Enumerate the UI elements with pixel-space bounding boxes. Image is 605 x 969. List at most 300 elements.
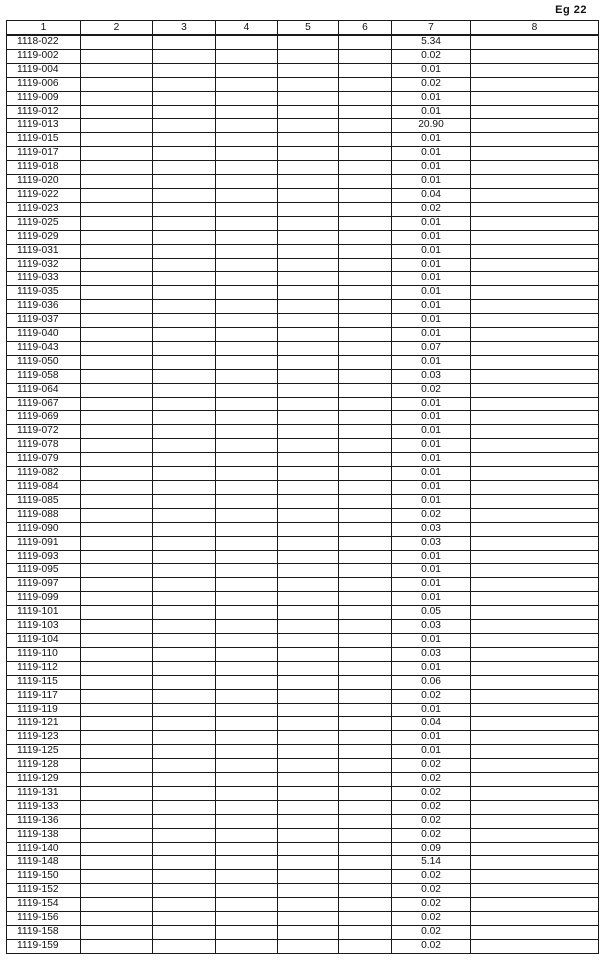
cell-empty-col-3 xyxy=(153,341,216,355)
cell-empty-col-3 xyxy=(153,647,216,661)
table-row xyxy=(7,202,599,216)
cell-empty-col-3 xyxy=(153,620,216,634)
cell-empty-col-4 xyxy=(216,202,278,216)
cell-empty-col-5 xyxy=(278,411,339,425)
cell-empty-col-6 xyxy=(339,578,392,592)
table-row xyxy=(7,453,599,467)
cell-empty-col-4 xyxy=(216,842,278,856)
cell-empty-col-8 xyxy=(471,633,599,647)
cell-empty-col-4 xyxy=(216,884,278,898)
cell-empty-col-5 xyxy=(278,77,339,91)
cell-code: 1119-058 xyxy=(7,369,81,383)
cell-empty-col-2 xyxy=(81,536,153,550)
cell-empty-col-2 xyxy=(81,717,153,731)
table-row xyxy=(7,661,599,675)
cell-empty-col-4 xyxy=(216,397,278,411)
column-header-7: 7 xyxy=(392,21,471,36)
table-row xyxy=(7,216,599,230)
cell-value: 0.02 xyxy=(392,773,471,787)
cell-empty-col-3 xyxy=(153,411,216,425)
cell-value: 0.04 xyxy=(392,188,471,202)
cell-empty-col-8 xyxy=(471,842,599,856)
cell-empty-col-2 xyxy=(81,300,153,314)
cell-empty-col-2 xyxy=(81,481,153,495)
cell-empty-col-8 xyxy=(471,578,599,592)
cell-empty-col-5 xyxy=(278,814,339,828)
cell-empty-col-6 xyxy=(339,592,392,606)
cell-value: 0.01 xyxy=(392,244,471,258)
cell-empty-col-6 xyxy=(339,425,392,439)
cell-empty-col-5 xyxy=(278,481,339,495)
cell-empty-col-8 xyxy=(471,926,599,940)
cell-empty-col-2 xyxy=(81,314,153,328)
cell-empty-col-5 xyxy=(278,63,339,77)
cell-empty-col-4 xyxy=(216,314,278,328)
cell-empty-col-4 xyxy=(216,898,278,912)
cell-code: 1119-036 xyxy=(7,300,81,314)
header-row xyxy=(7,21,599,36)
cell-empty-col-5 xyxy=(278,870,339,884)
cell-empty-col-2 xyxy=(81,49,153,63)
cell-empty-col-4 xyxy=(216,63,278,77)
cell-empty-col-3 xyxy=(153,633,216,647)
cell-empty-col-4 xyxy=(216,355,278,369)
cell-empty-col-5 xyxy=(278,369,339,383)
cell-empty-col-8 xyxy=(471,467,599,481)
cell-empty-col-2 xyxy=(81,439,153,453)
cell-empty-col-6 xyxy=(339,355,392,369)
cell-code: 1119-082 xyxy=(7,467,81,481)
cell-empty-col-4 xyxy=(216,606,278,620)
cell-code: 1119-013 xyxy=(7,119,81,133)
cell-empty-col-5 xyxy=(278,898,339,912)
cell-empty-col-8 xyxy=(471,147,599,161)
cell-empty-col-6 xyxy=(339,341,392,355)
cell-empty-col-4 xyxy=(216,341,278,355)
cell-empty-col-6 xyxy=(339,606,392,620)
table-row xyxy=(7,411,599,425)
cell-value: 0.04 xyxy=(392,717,471,731)
table-row xyxy=(7,258,599,272)
cell-empty-col-4 xyxy=(216,689,278,703)
cell-empty-col-6 xyxy=(339,647,392,661)
cell-empty-col-5 xyxy=(278,328,339,342)
cell-empty-col-8 xyxy=(471,258,599,272)
cell-empty-col-8 xyxy=(471,133,599,147)
cell-empty-col-4 xyxy=(216,536,278,550)
cell-empty-col-3 xyxy=(153,870,216,884)
cell-empty-col-3 xyxy=(153,258,216,272)
cell-empty-col-6 xyxy=(339,383,392,397)
cell-empty-col-8 xyxy=(471,759,599,773)
cell-code: 1119-128 xyxy=(7,759,81,773)
cell-empty-col-3 xyxy=(153,800,216,814)
cell-empty-col-4 xyxy=(216,564,278,578)
cell-empty-col-5 xyxy=(278,508,339,522)
cell-empty-col-3 xyxy=(153,494,216,508)
cell-empty-col-4 xyxy=(216,759,278,773)
cell-empty-col-6 xyxy=(339,244,392,258)
cell-empty-col-3 xyxy=(153,161,216,175)
table-row xyxy=(7,703,599,717)
cell-empty-col-6 xyxy=(339,328,392,342)
cell-empty-col-8 xyxy=(471,494,599,508)
cell-empty-col-5 xyxy=(278,689,339,703)
cell-code: 1119-159 xyxy=(7,939,81,953)
cell-code: 1119-023 xyxy=(7,202,81,216)
table-row xyxy=(7,759,599,773)
cell-empty-col-3 xyxy=(153,689,216,703)
cell-empty-col-8 xyxy=(471,939,599,953)
cell-code: 1119-043 xyxy=(7,341,81,355)
cell-empty-col-8 xyxy=(471,536,599,550)
table-row xyxy=(7,856,599,870)
cell-empty-col-3 xyxy=(153,119,216,133)
cell-empty-col-6 xyxy=(339,620,392,634)
table-row xyxy=(7,870,599,884)
cell-empty-col-6 xyxy=(339,703,392,717)
cell-empty-col-4 xyxy=(216,939,278,953)
cell-empty-col-5 xyxy=(278,745,339,759)
cell-empty-col-6 xyxy=(339,216,392,230)
cell-empty-col-3 xyxy=(153,884,216,898)
cell-empty-col-2 xyxy=(81,328,153,342)
cell-empty-col-2 xyxy=(81,286,153,300)
cell-empty-col-5 xyxy=(278,703,339,717)
table-row xyxy=(7,633,599,647)
cell-empty-col-4 xyxy=(216,703,278,717)
cell-empty-col-5 xyxy=(278,439,339,453)
cell-value: 0.01 xyxy=(392,439,471,453)
cell-empty-col-3 xyxy=(153,49,216,63)
cell-empty-col-2 xyxy=(81,397,153,411)
cell-empty-col-5 xyxy=(278,35,339,49)
cell-empty-col-3 xyxy=(153,35,216,49)
table-row xyxy=(7,522,599,536)
cell-empty-col-8 xyxy=(471,49,599,63)
cell-code: 1119-129 xyxy=(7,773,81,787)
cell-empty-col-4 xyxy=(216,508,278,522)
cell-empty-col-2 xyxy=(81,898,153,912)
cell-value: 0.02 xyxy=(392,884,471,898)
cell-empty-col-5 xyxy=(278,300,339,314)
cell-empty-col-2 xyxy=(81,63,153,77)
cell-empty-col-8 xyxy=(471,91,599,105)
cell-empty-col-3 xyxy=(153,105,216,119)
cell-empty-col-5 xyxy=(278,314,339,328)
cell-empty-col-5 xyxy=(278,661,339,675)
column-header-3: 3 xyxy=(153,21,216,36)
cell-value: 0.01 xyxy=(392,300,471,314)
cell-code: 1119-084 xyxy=(7,481,81,495)
cell-code: 1119-093 xyxy=(7,550,81,564)
cell-value: 5.14 xyxy=(392,856,471,870)
table-row xyxy=(7,105,599,119)
cell-empty-col-2 xyxy=(81,494,153,508)
cell-empty-col-5 xyxy=(278,244,339,258)
table-row xyxy=(7,912,599,926)
table-row xyxy=(7,842,599,856)
cell-empty-col-8 xyxy=(471,314,599,328)
cell-value: 20.90 xyxy=(392,119,471,133)
cell-empty-col-4 xyxy=(216,494,278,508)
cell-empty-col-3 xyxy=(153,856,216,870)
cell-empty-col-5 xyxy=(278,272,339,286)
cell-empty-col-5 xyxy=(278,119,339,133)
cell-empty-col-8 xyxy=(471,63,599,77)
cell-empty-col-4 xyxy=(216,828,278,842)
cell-empty-col-8 xyxy=(471,731,599,745)
cell-code: 1119-088 xyxy=(7,508,81,522)
cell-empty-col-6 xyxy=(339,814,392,828)
cell-empty-col-2 xyxy=(81,884,153,898)
cell-code: 1119-085 xyxy=(7,494,81,508)
cell-empty-col-6 xyxy=(339,161,392,175)
table-row xyxy=(7,536,599,550)
cell-empty-col-6 xyxy=(339,63,392,77)
cell-empty-col-6 xyxy=(339,731,392,745)
cell-empty-col-2 xyxy=(81,606,153,620)
cell-empty-col-2 xyxy=(81,119,153,133)
cell-value: 0.02 xyxy=(392,786,471,800)
cell-empty-col-2 xyxy=(81,425,153,439)
cell-empty-col-4 xyxy=(216,300,278,314)
cell-empty-col-6 xyxy=(339,314,392,328)
cell-empty-col-5 xyxy=(278,175,339,189)
cell-value: 0.01 xyxy=(392,272,471,286)
cell-value: 0.01 xyxy=(392,578,471,592)
cell-empty-col-3 xyxy=(153,536,216,550)
cell-code: 1119-004 xyxy=(7,63,81,77)
cell-empty-col-4 xyxy=(216,411,278,425)
cell-code: 1119-029 xyxy=(7,230,81,244)
cell-empty-col-3 xyxy=(153,828,216,842)
table-row xyxy=(7,731,599,745)
cell-empty-col-3 xyxy=(153,898,216,912)
cell-empty-col-4 xyxy=(216,258,278,272)
cell-value: 0.01 xyxy=(392,258,471,272)
table-row xyxy=(7,647,599,661)
cell-empty-col-4 xyxy=(216,230,278,244)
cell-empty-col-2 xyxy=(81,453,153,467)
cell-empty-col-2 xyxy=(81,522,153,536)
cell-empty-col-4 xyxy=(216,175,278,189)
cell-empty-col-5 xyxy=(278,147,339,161)
cell-empty-col-6 xyxy=(339,230,392,244)
cell-empty-col-6 xyxy=(339,91,392,105)
cell-value: 0.01 xyxy=(392,133,471,147)
cell-empty-col-2 xyxy=(81,814,153,828)
cell-empty-col-4 xyxy=(216,133,278,147)
cell-value: 0.03 xyxy=(392,369,471,383)
cell-empty-col-2 xyxy=(81,661,153,675)
cell-empty-col-2 xyxy=(81,383,153,397)
table-row xyxy=(7,675,599,689)
cell-empty-col-2 xyxy=(81,258,153,272)
cell-empty-col-5 xyxy=(278,355,339,369)
cell-value: 0.09 xyxy=(392,842,471,856)
table-row xyxy=(7,63,599,77)
cell-empty-col-6 xyxy=(339,77,392,91)
cell-empty-col-6 xyxy=(339,49,392,63)
cell-value: 0.01 xyxy=(392,425,471,439)
cell-empty-col-4 xyxy=(216,49,278,63)
cell-empty-col-3 xyxy=(153,675,216,689)
cell-empty-col-8 xyxy=(471,717,599,731)
cell-empty-col-8 xyxy=(471,703,599,717)
cell-value: 0.02 xyxy=(392,870,471,884)
cell-empty-col-2 xyxy=(81,105,153,119)
cell-empty-col-4 xyxy=(216,620,278,634)
cell-empty-col-8 xyxy=(471,300,599,314)
cell-code: 1119-104 xyxy=(7,633,81,647)
cell-code: 1119-090 xyxy=(7,522,81,536)
table-row xyxy=(7,77,599,91)
cell-empty-col-8 xyxy=(471,870,599,884)
column-header-8: 8 xyxy=(471,21,599,36)
cell-empty-col-5 xyxy=(278,620,339,634)
cell-empty-col-5 xyxy=(278,397,339,411)
cell-empty-col-4 xyxy=(216,383,278,397)
cell-empty-col-3 xyxy=(153,272,216,286)
cell-empty-col-4 xyxy=(216,745,278,759)
cell-empty-col-5 xyxy=(278,926,339,940)
cell-empty-col-4 xyxy=(216,286,278,300)
cell-empty-col-8 xyxy=(471,661,599,675)
cell-empty-col-3 xyxy=(153,661,216,675)
cell-empty-col-4 xyxy=(216,119,278,133)
cell-empty-col-8 xyxy=(471,119,599,133)
cell-empty-col-6 xyxy=(339,689,392,703)
cell-empty-col-6 xyxy=(339,369,392,383)
cell-empty-col-4 xyxy=(216,369,278,383)
cell-empty-col-3 xyxy=(153,175,216,189)
cell-empty-col-6 xyxy=(339,745,392,759)
table-row xyxy=(7,119,599,133)
cell-empty-col-4 xyxy=(216,592,278,606)
cell-value: 0.01 xyxy=(392,328,471,342)
cell-value: 0.01 xyxy=(392,467,471,481)
cell-code: 1119-050 xyxy=(7,355,81,369)
table-row xyxy=(7,314,599,328)
cell-empty-col-3 xyxy=(153,328,216,342)
cell-code: 1119-020 xyxy=(7,175,81,189)
cell-empty-col-3 xyxy=(153,578,216,592)
cell-code: 1119-133 xyxy=(7,800,81,814)
cell-empty-col-5 xyxy=(278,647,339,661)
table-row xyxy=(7,49,599,63)
cell-empty-col-5 xyxy=(278,161,339,175)
cell-empty-col-5 xyxy=(278,884,339,898)
table-row xyxy=(7,300,599,314)
cell-empty-col-8 xyxy=(471,828,599,842)
cell-empty-col-2 xyxy=(81,759,153,773)
cell-code: 1119-131 xyxy=(7,786,81,800)
cell-empty-col-2 xyxy=(81,703,153,717)
cell-empty-col-3 xyxy=(153,216,216,230)
cell-code: 1119-035 xyxy=(7,286,81,300)
cell-empty-col-3 xyxy=(153,731,216,745)
cell-empty-col-6 xyxy=(339,188,392,202)
cell-empty-col-4 xyxy=(216,35,278,49)
table-row xyxy=(7,175,599,189)
cell-empty-col-8 xyxy=(471,230,599,244)
cell-empty-col-2 xyxy=(81,912,153,926)
cell-empty-col-3 xyxy=(153,745,216,759)
cell-empty-col-3 xyxy=(153,564,216,578)
cell-empty-col-3 xyxy=(153,91,216,105)
cell-empty-col-4 xyxy=(216,481,278,495)
cell-code: 1119-103 xyxy=(7,620,81,634)
cell-empty-col-6 xyxy=(339,828,392,842)
cell-code: 1119-069 xyxy=(7,411,81,425)
cell-empty-col-5 xyxy=(278,592,339,606)
cell-empty-col-8 xyxy=(471,786,599,800)
cell-code: 1119-031 xyxy=(7,244,81,258)
cell-value: 0.01 xyxy=(392,661,471,675)
cell-empty-col-6 xyxy=(339,467,392,481)
cell-value: 0.01 xyxy=(392,564,471,578)
cell-value: 0.02 xyxy=(392,508,471,522)
cell-empty-col-3 xyxy=(153,133,216,147)
cell-code: 1119-125 xyxy=(7,745,81,759)
cell-code: 1119-009 xyxy=(7,91,81,105)
cell-value: 0.01 xyxy=(392,745,471,759)
cell-code: 1119-110 xyxy=(7,647,81,661)
cell-empty-col-5 xyxy=(278,494,339,508)
cell-empty-col-6 xyxy=(339,272,392,286)
table-row xyxy=(7,35,599,49)
cell-empty-col-6 xyxy=(339,286,392,300)
cell-empty-col-2 xyxy=(81,77,153,91)
cell-empty-col-6 xyxy=(339,912,392,926)
cell-empty-col-6 xyxy=(339,926,392,940)
cell-empty-col-2 xyxy=(81,842,153,856)
cell-empty-col-8 xyxy=(471,286,599,300)
table-row xyxy=(7,272,599,286)
cell-code: 1119-006 xyxy=(7,77,81,91)
cell-empty-col-2 xyxy=(81,689,153,703)
cell-empty-col-8 xyxy=(471,369,599,383)
cell-empty-col-2 xyxy=(81,230,153,244)
cell-code: 1119-091 xyxy=(7,536,81,550)
cell-empty-col-8 xyxy=(471,522,599,536)
cell-value: 0.01 xyxy=(392,633,471,647)
cell-empty-col-5 xyxy=(278,230,339,244)
cell-empty-col-3 xyxy=(153,202,216,216)
cell-code: 1119-040 xyxy=(7,328,81,342)
cell-empty-col-6 xyxy=(339,481,392,495)
cell-empty-col-6 xyxy=(339,773,392,787)
cell-empty-col-2 xyxy=(81,175,153,189)
table-row xyxy=(7,147,599,161)
cell-value: 0.01 xyxy=(392,703,471,717)
cell-empty-col-8 xyxy=(471,244,599,258)
cell-empty-col-8 xyxy=(471,856,599,870)
table-row xyxy=(7,425,599,439)
cell-empty-col-2 xyxy=(81,341,153,355)
cell-empty-col-4 xyxy=(216,244,278,258)
cell-empty-col-5 xyxy=(278,341,339,355)
cell-code: 1119-152 xyxy=(7,884,81,898)
cell-code: 1119-097 xyxy=(7,578,81,592)
table-row xyxy=(7,341,599,355)
cell-empty-col-2 xyxy=(81,216,153,230)
page-label: Eg 22 xyxy=(555,4,587,16)
cell-empty-col-2 xyxy=(81,731,153,745)
table-row xyxy=(7,592,599,606)
cell-empty-col-3 xyxy=(153,286,216,300)
